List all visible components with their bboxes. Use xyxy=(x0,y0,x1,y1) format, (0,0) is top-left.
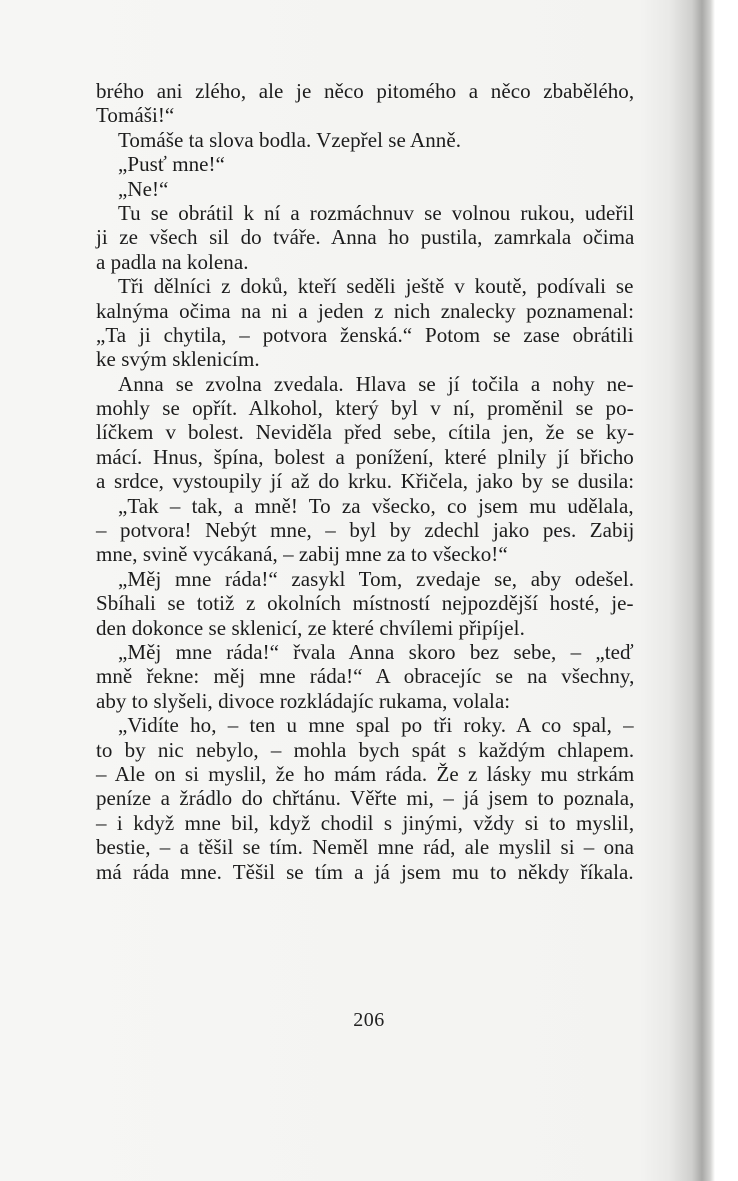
text-line: ji ze všech sil do tváře. Anna ho pustila, zamrkala očima xyxy=(96,225,635,250)
paragraph-first-line: „Měj mne ráda!“ zasykl Tom, zvedaje se, aby odešel. xyxy=(118,566,635,591)
text-line: to by nic nebylo, – mohla bych spát s každým chlapem. xyxy=(96,737,635,762)
paragraph-first-line: „Ne!“ xyxy=(118,176,169,201)
paragraph-first-line: Tomáše ta slova bodla. Vzepřel se Anně. xyxy=(118,127,461,152)
text-line: – Ale on si myslil, že ho mám ráda. Že z lásky mu strkám xyxy=(96,761,635,786)
paragraph-first-line: „Pusť mne!“ xyxy=(118,152,225,177)
text-line: má ráda mne. Těšil se tím a já jsem mu to někdy říkala. xyxy=(96,859,634,884)
text-line: mácí. Hnus, špína, bolest a ponížení, které plnily jí břicho xyxy=(96,444,634,469)
text-line: – potvora! Nebýt mne, – byl by zdechl jako pes. Zabij xyxy=(96,518,635,543)
text-line: líčkem v bolest. Neviděla před sebe, cítila jen, že se ky- xyxy=(96,420,635,445)
text-line: mne, svině vycákaná, – zabij mne za to všecko!“ xyxy=(96,542,508,567)
text-line: brého ani zlého, ale je něco pitomého a něco zbabělého, xyxy=(96,79,635,103)
text-line: kalnýma očima na ni a jeden z nich znalecky poznamenal: xyxy=(96,298,634,323)
text-line: aby to slyšeli, divoce rozkládajíc rukama, volala: xyxy=(96,688,511,713)
text-line: Tomáši!“ xyxy=(96,103,175,128)
text-line: a srdce, vystoupily jí až do krku. Křičela, jako by se dusila: xyxy=(96,469,635,494)
text-line: a padla na kolena. xyxy=(96,249,249,274)
paragraph-first-line: „Tak – tak, a mně! To za všecko, co jsem mu udělala, xyxy=(118,493,634,518)
text-line: – i když mne bil, když chodil s jinými, vždy si to myslil, xyxy=(96,810,635,835)
page-number: 206 xyxy=(353,1009,385,1031)
text-line: Sbíhali se totiž z okolních místností nejpozdější hosté, je- xyxy=(96,591,634,616)
text-line: den dokonce se sklenicí, ze které chvílemi připíjel. xyxy=(96,615,525,640)
text-line: peníze a žrádlo do chřtánu. Věřte mi, – já jsem to poznala, xyxy=(96,786,635,811)
text-line: mně řekne: měj mne ráda!“ A obracejíc se na všechny, xyxy=(96,664,635,689)
paragraph-first-line: „Vidíte ho, – ten u mne spal po tři roky. A co spal, – xyxy=(118,713,634,738)
text-line: „Ta ji chytila, – potvora ženská.“ Potom se zase obrátili xyxy=(96,322,634,347)
paragraph-first-line: Tři dělníci z doků, kteří seděli ještě v koutě, podívali se xyxy=(118,274,634,299)
paragraph-first-line: Tu se obrátil k ní a rozmáchnuv se volnou rukou, udeřil xyxy=(118,200,635,225)
paragraph-first-line: Anna se zvolna zvedala. Hlava se jí točila a nohy ne- xyxy=(118,371,634,396)
text-line: mohly se opřít. Alkohol, který byl v ní, proměnil se po- xyxy=(96,396,634,421)
paragraph-first-line: „Měj mne ráda!“ řvala Anna skoro bez sebe, – „teď xyxy=(118,639,634,664)
page-body-text xyxy=(96,79,634,884)
text-line: ke svým sklenicím. xyxy=(96,347,260,372)
text-line: bestie, – a těšil se tím. Neměl mne rád, ale myslil si – ona xyxy=(96,835,635,860)
